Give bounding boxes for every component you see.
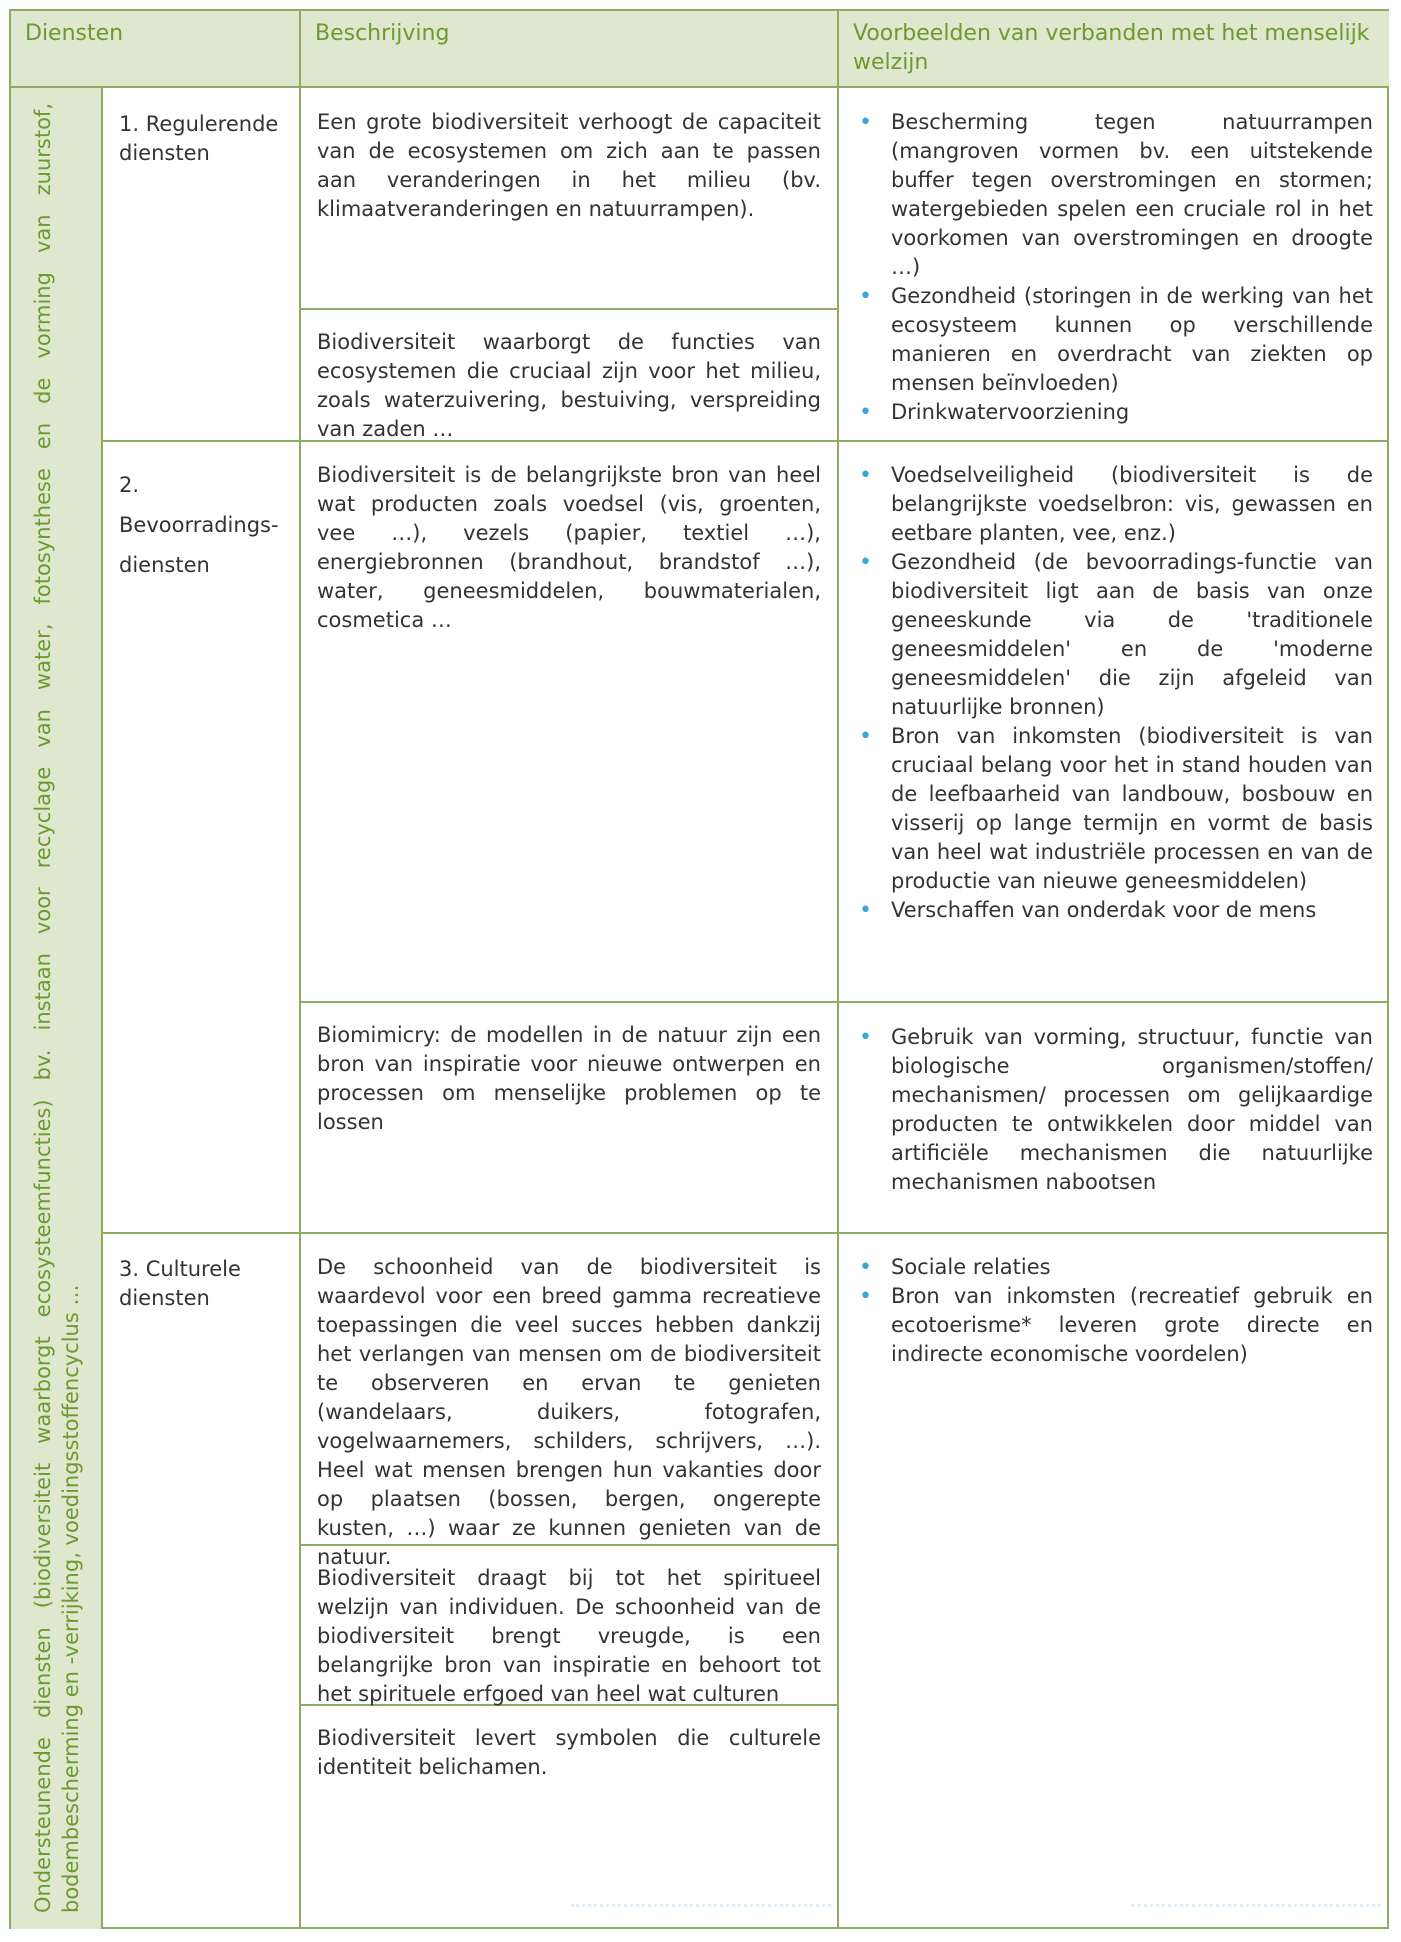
header-divider: [11, 86, 1389, 88]
list-item: • Gezondheid (de bevoorradings-functie van biodiversiteit ligt aan de basis van onze geneeskunde via de 'traditionele geneesmiddelen' en de 'moderne geneesmiddelen' die zijn afgeleid van natuurlijke bronnen): [855, 548, 1373, 722]
row-divider-1: [103, 440, 1389, 442]
description-cell: Een grote biodiversiteit verhoogt de capaciteit van de ecosystemen om zich aan te passen aan veranderingen in het milieu (bv. klimaatveranderingen en natuurrampen).: [317, 110, 821, 221]
header-diensten: Diensten: [11, 11, 301, 88]
list-item: • Drinkwatervoorziening: [855, 398, 1373, 427]
description-cell: De schoonheid van de biodiversiteit is waardevol voor een breed gamma recreatieve toepassingen die veel succes hebben dankzij het verlangen van mensen om de biodiversiteit te observeren en ervan te genieten (wandelaars, duikers, fotografen, vogelwaarnemers, schilders, schrijvers, …). Heel wat mensen brengen hun vakanties door op plaatsen (bossen, bergen, ongerepte kusten, …) waar ze kunnen genieten van de natuur.: [317, 1255, 821, 1569]
category-bevoorradings: [103, 453, 299, 585]
services-table: [9, 9, 1389, 1929]
list-item: • Sociale relaties: [855, 1253, 1373, 1282]
category-culturele: 3. Culturele diensten: [119, 1257, 241, 1310]
subrow-divider-1: [301, 308, 837, 310]
description-cell: Biodiversiteit draagt bij tot het spiritueel welzijn van individuen. De schoonheid van de biodiversiteit brengt vreugde, is een belangrijke bron van inspiratie en behoort tot het spirituele erfgoed van heel wat culturen: [317, 1566, 821, 1706]
side-column: [11, 88, 103, 1929]
category-line: diensten: [119, 553, 210, 577]
header-beschrijving: Beschrijving: [301, 11, 839, 88]
side-divider: [101, 88, 103, 1929]
row-divider-2: [103, 1232, 1389, 1234]
description-cell: Biodiversiteit levert symbolen die culturele identiteit belichamen.: [317, 1726, 821, 1779]
decorative-dots: [571, 1904, 831, 1927]
list-item: • Bron van inkomsten (biodiversiteit is van cruciaal belang voor het in stand houden van de leefbaarheid van landbouw, bosbouw en visserij op lange termijn en vormt de basis van heel wat industriële processen en van de productie van nieuwe geneesmiddelen): [855, 722, 1373, 896]
description-cell: Biodiversiteit is de belangrijkste bron van heel wat producten zoals voedsel (vis, groenten, vee …), vezels (papier, textiel …), energiebronnen (brandhout, brandstof …), water, geneesmiddelen, bouwmaterialen, cosmetica …: [317, 463, 821, 632]
description-cell: Biodiversiteit waarborgt de functies van ecosystemen die cruciaal zijn voor het milieu, zoals waterzuivering, bestuiving, verspreiding van zaden …: [317, 330, 821, 441]
category-line: 2.: [119, 473, 140, 497]
examples-cell: [839, 98, 1389, 427]
examples-cell: [839, 1013, 1389, 1197]
list-item: • Bescherming tegen natuurrampen (mangroven vormen bv. een uitstekende buffer tegen overstromingen en stormen; watergebieden spelen een cruciale rol in het voorkomen van overstromingen en droogte …): [855, 108, 1373, 282]
description-cell: Biomimicry: de modellen in de natuur zijn een bron van inspiratie voor nieuwe ontwerpen en processen om menselijke problemen op te lossen: [317, 1023, 821, 1134]
list-item: • Gezondheid (storingen in de werking van het ecosysteem kunnen op verschillende manieren en overdracht van ziekten op mensen beïnvloeden): [855, 282, 1373, 398]
list-item: • Gebruik van vorming, structuur, functie van biologische organismen/stoffen/ mechanismen/ processen om gelijkaardige producten te ontwikkelen door middel van artificiële mechanismen die natuurlijke mechanismen nabootsen: [855, 1023, 1373, 1197]
category-line: Bevoorradings-: [119, 513, 279, 537]
side-label: Ondersteunende diensten (biodiversiteit waarborgt ecosysteemfuncties) bv. instaan voor recyclage van water, fotosynthese en de vorming van zuurstof, bodembescherming en -verrijking, voedingsstoffencyclus …: [31, 103, 83, 1913]
list-item: • Verschaffen van onderdak voor de mens: [855, 896, 1373, 925]
list-item: • Bron van inkomsten (recreatief gebruik en ecotoerisme* leveren grote directe en indirecte economische voordelen): [855, 1282, 1373, 1369]
examples-cell: [839, 451, 1389, 925]
list-item: • Voedselveiligheid (biodiversiteit is de belangrijkste voedselbron: vis, gewassen en eetbare planten, vee, enz.): [855, 461, 1373, 548]
header-voorbeelden: Voorbeelden van verbanden met het menselijk welzijn: [839, 11, 1389, 88]
category-regulerende: 1. Regulerende diensten: [119, 112, 279, 165]
subrow-divider-2: [301, 1001, 1389, 1003]
examples-cell: [839, 1243, 1389, 1369]
decorative-dots: [1131, 1904, 1381, 1927]
